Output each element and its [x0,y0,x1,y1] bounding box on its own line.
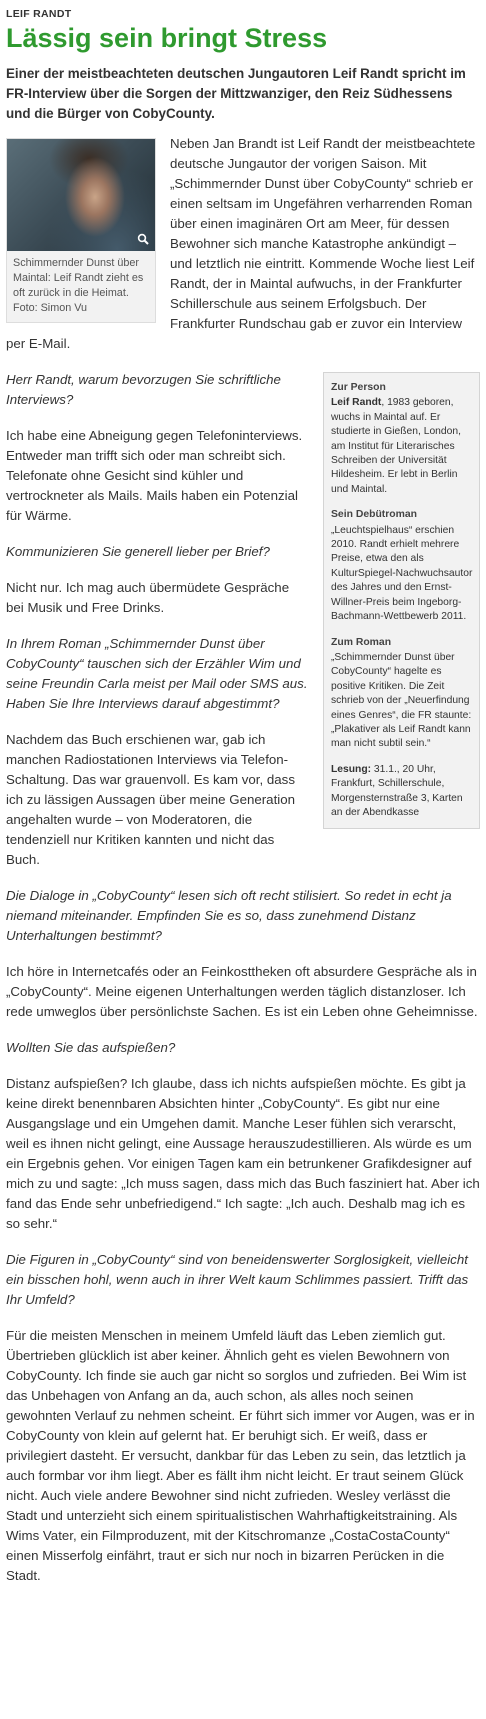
article [0,8,486,1602]
zoom-icon[interactable] [137,233,149,245]
interview-question: Wollten Sie das aufspießen? [6,1040,176,1055]
interview-answer: Ich habe eine Abneigung gegen Telefoninterviews. Entweder man trifft sich oder man schreibt sich. Telefonate ohne Gesicht sind kühler und vertrockneter als Mails. Mails haben ein Potenzial für Wärme. [6,428,303,523]
info-box-body: , 1983 geboren, wuchs in Maintal auf. Er studierte in Gießen, London, am Institut für Literarisches Schreiben der Universität Hildesheim. Er lebt in Berlin und Maintal. [331,397,461,495]
interview-question: Herr Randt, warum bevorzugen Sie schriftliche Interviews? [6,372,281,407]
article-lead: Einer der meistbeachteten deutschen Jungautoren Leif Randt spricht im FR-Interview über die Sorgen der Mittzwanziger, den Reiz Südhessens und die Bürger von CobyCounty. [6,66,466,121]
interview-question: Die Dialoge in „CobyCounty“ lesen sich oft recht stilisiert. So redet in echt ja niemand miteinander. Empfinden Sie es so, dass zunehmend Distanz Unterhaltungen bestimmt? [6,888,452,943]
interview-answer: Ich höre in Internetcafés oder an Feinkosttheken oft absurdere Gespräche als in „CobyCounty“. Meine eigenen Unterhaltungen werden täglich distanzloser. Ich rede umweglos über persönlichste Sachen. Es ist ein Leben ohne Geheimnisse. [6,964,478,1019]
interview-answer: Distanz aufspießen? Ich glaube, dass ich nichts aufspießen möchte. Es gibt ja keine direkt benennbaren Absichten hinter „CobyCounty“. Es gibt nur eine Ausgangslage und ein Umgehen damit. Manche Leser fühlen sich verarscht, weil es ihnen nicht gelingt, eine Aussage herauszudestillieren. Als würde es um ein Ergebnis gehen. Vor einigen Tagen kam ein betrunkener Grafikdesigner auf mich zu und sagte: „Ich muss sagen, dass mich das Buch fasziniert hat. Aber ich fand das Ende sehr unbefriedigend.“ Ich sagte: „Ich auch. Deshalb mag ich es so sehr.“ [6,1076,480,1231]
info-box-text [331,396,473,497]
info-box-section [331,763,473,821]
article-intro: Neben Jan Brandt ist Leif Randt der meistbeachtete deutsche Jungautor der vorigen Saison. Mit „Schimmernder Dunst über CobyCounty“ schrieb er einen seltsam im Ungefähren verharrenden Roman über einen imaginären Ort am Meer, für dessen Bewohner sich manche Katastrophe ankündigt – und letztlich nie eintritt. Kommende Woche liest Leif Randt, der in Maintal aufwuchs, in der Frankfurter Schillerschule aus seinem Erfolgsbuch. Der Frankfurter Rundschau gab er zuvor ein Interview per E-Mail. [6,136,476,351]
interview-question: Kommunizieren Sie generell lieber per Brief? [6,544,270,559]
info-box [323,372,480,829]
article-headline: Lässig sein bringt Stress [6,23,328,53]
article-kicker: LEIF RANDT [6,8,72,20]
interview-answer: Für die meisten Menschen in meinem Umfeld läuft das Leben ziemlich gut. Übertrieben glücklich ist aber keiner. Ähnlich geht es vielen Bewohnern von CobyCounty. Ich finde sie auch gar nicht so sorglos und zufrieden. Bei Wim ist das Unbehagen von Anfang an da, auch schon, als alles noch seinen gewohnten Verlauf zu nehmen scheint. Er führt sich immer vor Augen, was er in CobyCounty von klein auf gelernt hat. Er beruhigt sich. Er weiß, dass er privilegiert dasteht. Er versucht, dankbar für das Leben zu sein, das letztlich ja auch formbar vor ihm liegt. Aber es fällt ihm nicht leicht. Er traut seinem Glück nicht. Auch viele andere Bewohner sind nicht zufrieden. Wesley verlässt die Stadt und unterzieht sich einem spiritualistischen Wahrhaftigkeitstraining. Als Wims Vater, ein Filmproduzent, mit der Kitschromanze „CostaCostaCounty“ einen Misserfolg einfährt, traut er sich nur noch in bizarren Perücken in die Stadt. [6,1328,475,1583]
interview-answer: Nachdem das Buch erschienen war, gab ich manchen Radiostationen Interviews via Telefon-Schaltung. Das war grauenvoll. Es kam vor, dass ich zu lässigen Aussagen über meine Generation angehalten wurde – von Moderatoren, die tendenziell nur Kritiken kannten und nicht das Buch. [6,732,296,867]
info-box-text [331,651,473,752]
author-photo[interactable] [7,139,155,251]
info-box-text [331,524,473,625]
info-box-title: Zur Person [331,382,386,393]
info-box-body: „Schimmernder Dunst über CobyCounty“ hagelte es positive Kritiken. Die Zeit schrieb von der „Neuerfindung eines Genres“, die FR staunte: „Plakativer als Leif Randt kann man nicht subtil sein.“ [331,651,472,750]
info-box-title: Zum Roman [331,636,392,648]
info-box-section [331,381,473,497]
article-figure[interactable] [6,138,156,323]
info-box-bold-lead: Lesung: [331,763,372,775]
interview-question: Die Figuren in „CobyCounty“ sind von beneidenswerter Sorglosigkeit, vielleicht ein bisschen hohl, wenn auch in ihrer Welt kaum Schlimmes passiert. Trifft das Ihr Umfeld? [6,1252,469,1307]
interview-answer: Nicht nur. Ich mag auch übermüdete Gespräche bei Musik und Free Drinks. [6,580,290,615]
info-box-body: 31.1., 20 Uhr, Frankfurt, Schillerschule, Morgensternstraße 3, Karten an der Abendkasse [331,763,463,818]
info-box-section [331,508,473,624]
image-caption: Schimmernder Dunst über Maintal: Leif Randt zieht es oft zurück in die Heimat. Foto: Simon Vu [13,257,144,314]
info-box-section [331,636,473,752]
info-box-bold-lead: Leif Randt [331,397,382,409]
info-box-title: Sein Debütroman [331,509,418,521]
info-box-body: „Leuchtspielhaus“ erschien 2010. Randt erhielt mehrere Preise, etwa den als KulturSpiegel-Nachwuchsautor des Jahres und den Ernst-Willner-Preis beim Ingeborg-Bachmann-Wettbewerb 2011. [331,524,473,623]
interview-question: In Ihrem Roman „Schimmernder Dunst über CobyCounty“ tauschen sich der Erzähler Wim und seine Freundin Carla meist per Mail oder SMS aus. Haben Sie Ihre Interviews darauf abgestimmt? [6,636,308,711]
info-box-text [331,763,473,821]
